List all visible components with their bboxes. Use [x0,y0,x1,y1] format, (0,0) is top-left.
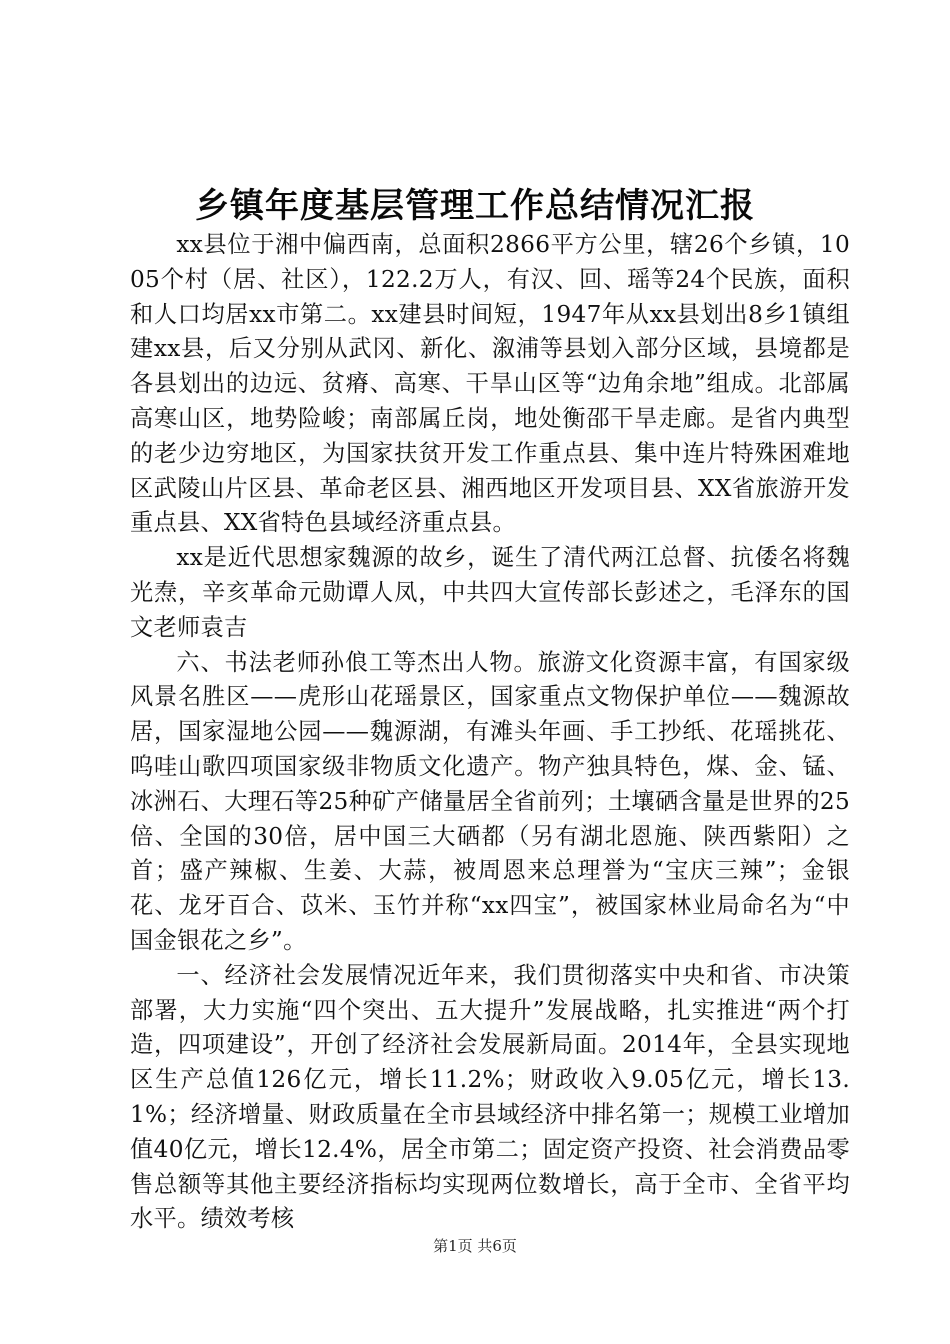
paragraph-county-overview: xx县位于湘中偏西南，总面积2866平方公里，辖26个乡镇，1005个村（居、社区），122.2万人，有汉、回、瑶等24个民族，面积和人口均居xx市第二。xx建县时间短，1947年从xx县划出8乡1镇组建xx县，后又分别从武冈、新化、溆浦等县划入部分区域，县境都是各县划出的边远、贫瘠、高寒、干旱山区等“边角余地”组成。北部属高寒山区，地势险峻；南部属丘岗，地处衡邵干旱走廊。是省内典型的老少边穷地区，为国家扶贫开发工作重点县、集中连片特殊困难地区武陵山片区县、革命老区县、湘西地区开发项目县、XX省旅游开发重点县、XX省特色县域经济重点县。 [130,231,850,537]
paragraph-tourism-resources: 六、书法老师孙俍工等杰出人物。旅游文化资源丰富，有国家级风景名胜区——虎形山花瑶景区，国家重点文物保护单位——魏源故居，国家湿地公园——魏源湖，有滩头年画、手工抄纸、花瑶挑花、呜哇山歌四项国家级非物质文化遗产。物产独具特色，煤、金、锰、冰洲石、大理石等25种矿产储量居全省前列；土壤硒含量是世界的25倍、全国的30倍，居中国三大硒都（另有湖北恩施、陕西紫阳）之首；盛产辣椒、生姜、大蒜，被周恩来总理誉为“宝庆三辣”；金银花、龙牙百合、苡米、玉竹并称“xx四宝”，被国家林业局命名为“中国金银花之乡”。 [130,648,850,954]
paragraph-notable-people: xx是近代思想家魏源的故乡，诞生了清代两江总督、抗倭名将魏光焘，辛亥革命元勋谭人凤，中共四大宣传部长彭述之，毛泽东的国文老师袁吉 [130,544,850,641]
paragraph-economic-development: 一、经济社会发展情况近年来，我们贯彻落实中央和省、市决策部署，大力实施“四个突出、五大提升”发展战略，扎实推进“两个打造，四项建设”，开创了经济社会发展新局面。2014年，全县实现地区生产总值126亿元，增长11.2%；财政收入9.05亿元，增长13.1%；经济增量、财政质量在全市县域经济中排名第一；规模工业增加值40亿元，增长12.4%，居全市第二；固定资产投资、社会消费品零售总额等其他主要经济指标均实现两位数增长，高于全市、全省平均水平。绩效考核 [130,961,850,1233]
page-number-footer: 第1页 共6页 [433,1237,517,1255]
document-title: 乡镇年度基层管理工作总结情况汇报 [195,186,755,226]
document-body [130,228,850,1237]
